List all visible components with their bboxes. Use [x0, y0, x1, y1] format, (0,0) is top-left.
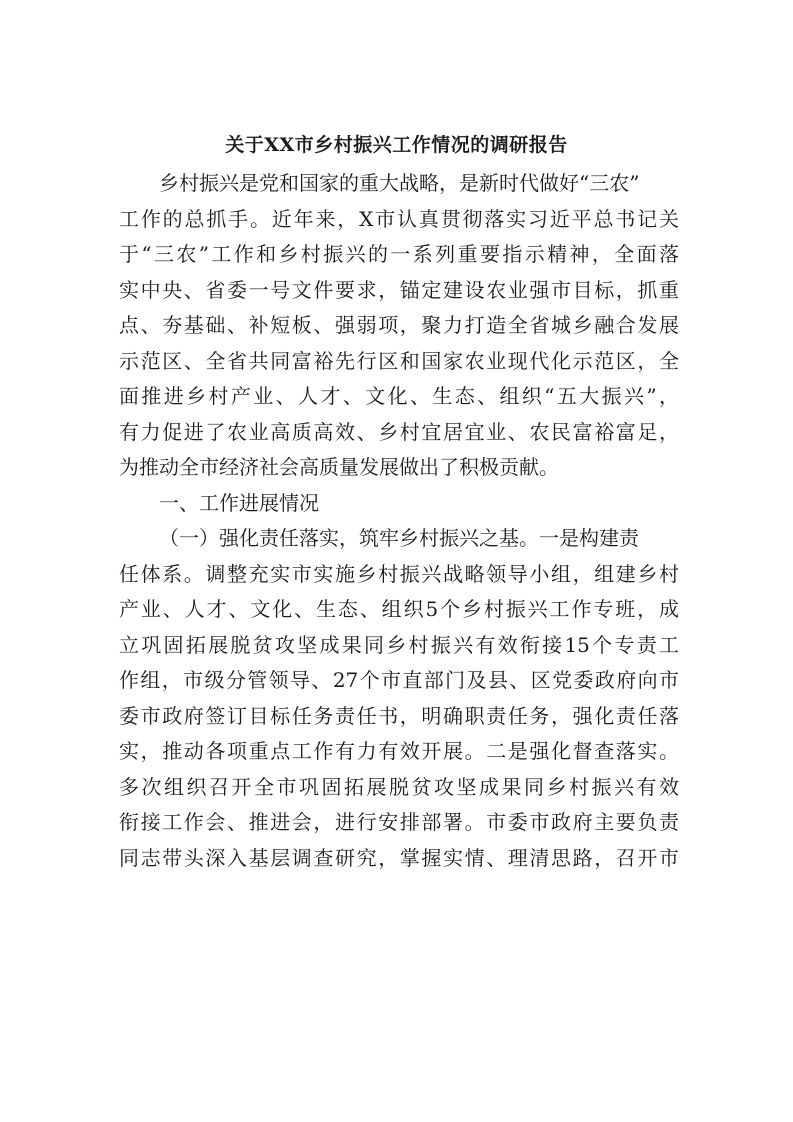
body-line: 实中央、省委一号文件要求，锚定建设农业强市目标，抓重 — [119, 277, 679, 302]
body-line: 产业、人才、文化、生态、组织5个乡村振兴工作专班，成 — [119, 597, 679, 621]
body-line: 任体系。调整充实市实施乡村振兴战略领导小组，组建乡村 — [119, 561, 679, 586]
section-heading: 一、工作进展情况 — [159, 490, 319, 515]
body-line: 点、夯基础、补短板、强弱项，聚力打造全省城乡融合发展 — [119, 313, 679, 337]
document-title: 关于XX市乡村振兴工作情况的调研报告 — [225, 134, 568, 156]
body-line: 实，推动各项重点工作有力有效开展。二是强化督查落实。 — [119, 739, 679, 763]
body-line: 委市政府签订目标任务责任书，明确职责任务，强化责任落 — [119, 703, 679, 728]
body-line: 作组，市级分管领导、27个市直部门及县、区党委政府向市 — [119, 668, 679, 692]
body-line: 工作的总抓手。近年来，X市认真贯彻落实习近平总书记关 — [119, 206, 679, 231]
document-body — [119, 166, 679, 876]
body-line: 同志带头深入基层调查研究，掌握实情、理清思路，召开市 — [119, 845, 679, 870]
body-line: 多次组织召开全市巩固拓展脱贫攻坚成果同乡村振兴有效 — [119, 774, 679, 799]
body-line: 立巩固拓展脱贫攻坚成果同乡村振兴有效衔接15个专责工 — [119, 632, 679, 657]
body-line: 乡村振兴是党和国家的重大战略，是新时代做好“三农” — [159, 171, 640, 195]
body-line: 衔接工作会、推进会，进行安排部署。市委市政府主要负责 — [119, 810, 679, 834]
body-line: 于“三农”工作和乡村振兴的一系列重要指示精神，全面落 — [119, 242, 679, 266]
body-line: （一）强化责任落实，筑牢乡村振兴之基。一是构建责 — [159, 526, 639, 550]
body-line: 为推动全市经济社会高质量发展做出了积极贡献。 — [119, 455, 559, 479]
body-line: 面推进乡村产业、人才、文化、生态、组织“五大振兴”， — [119, 384, 679, 408]
body-line: 有力促进了农业高质高效、乡村宜居宜业、农民富裕富足， — [119, 419, 679, 444]
body-line: 示范区、全省共同富裕先行区和国家农业现代化示范区，全 — [119, 348, 679, 373]
